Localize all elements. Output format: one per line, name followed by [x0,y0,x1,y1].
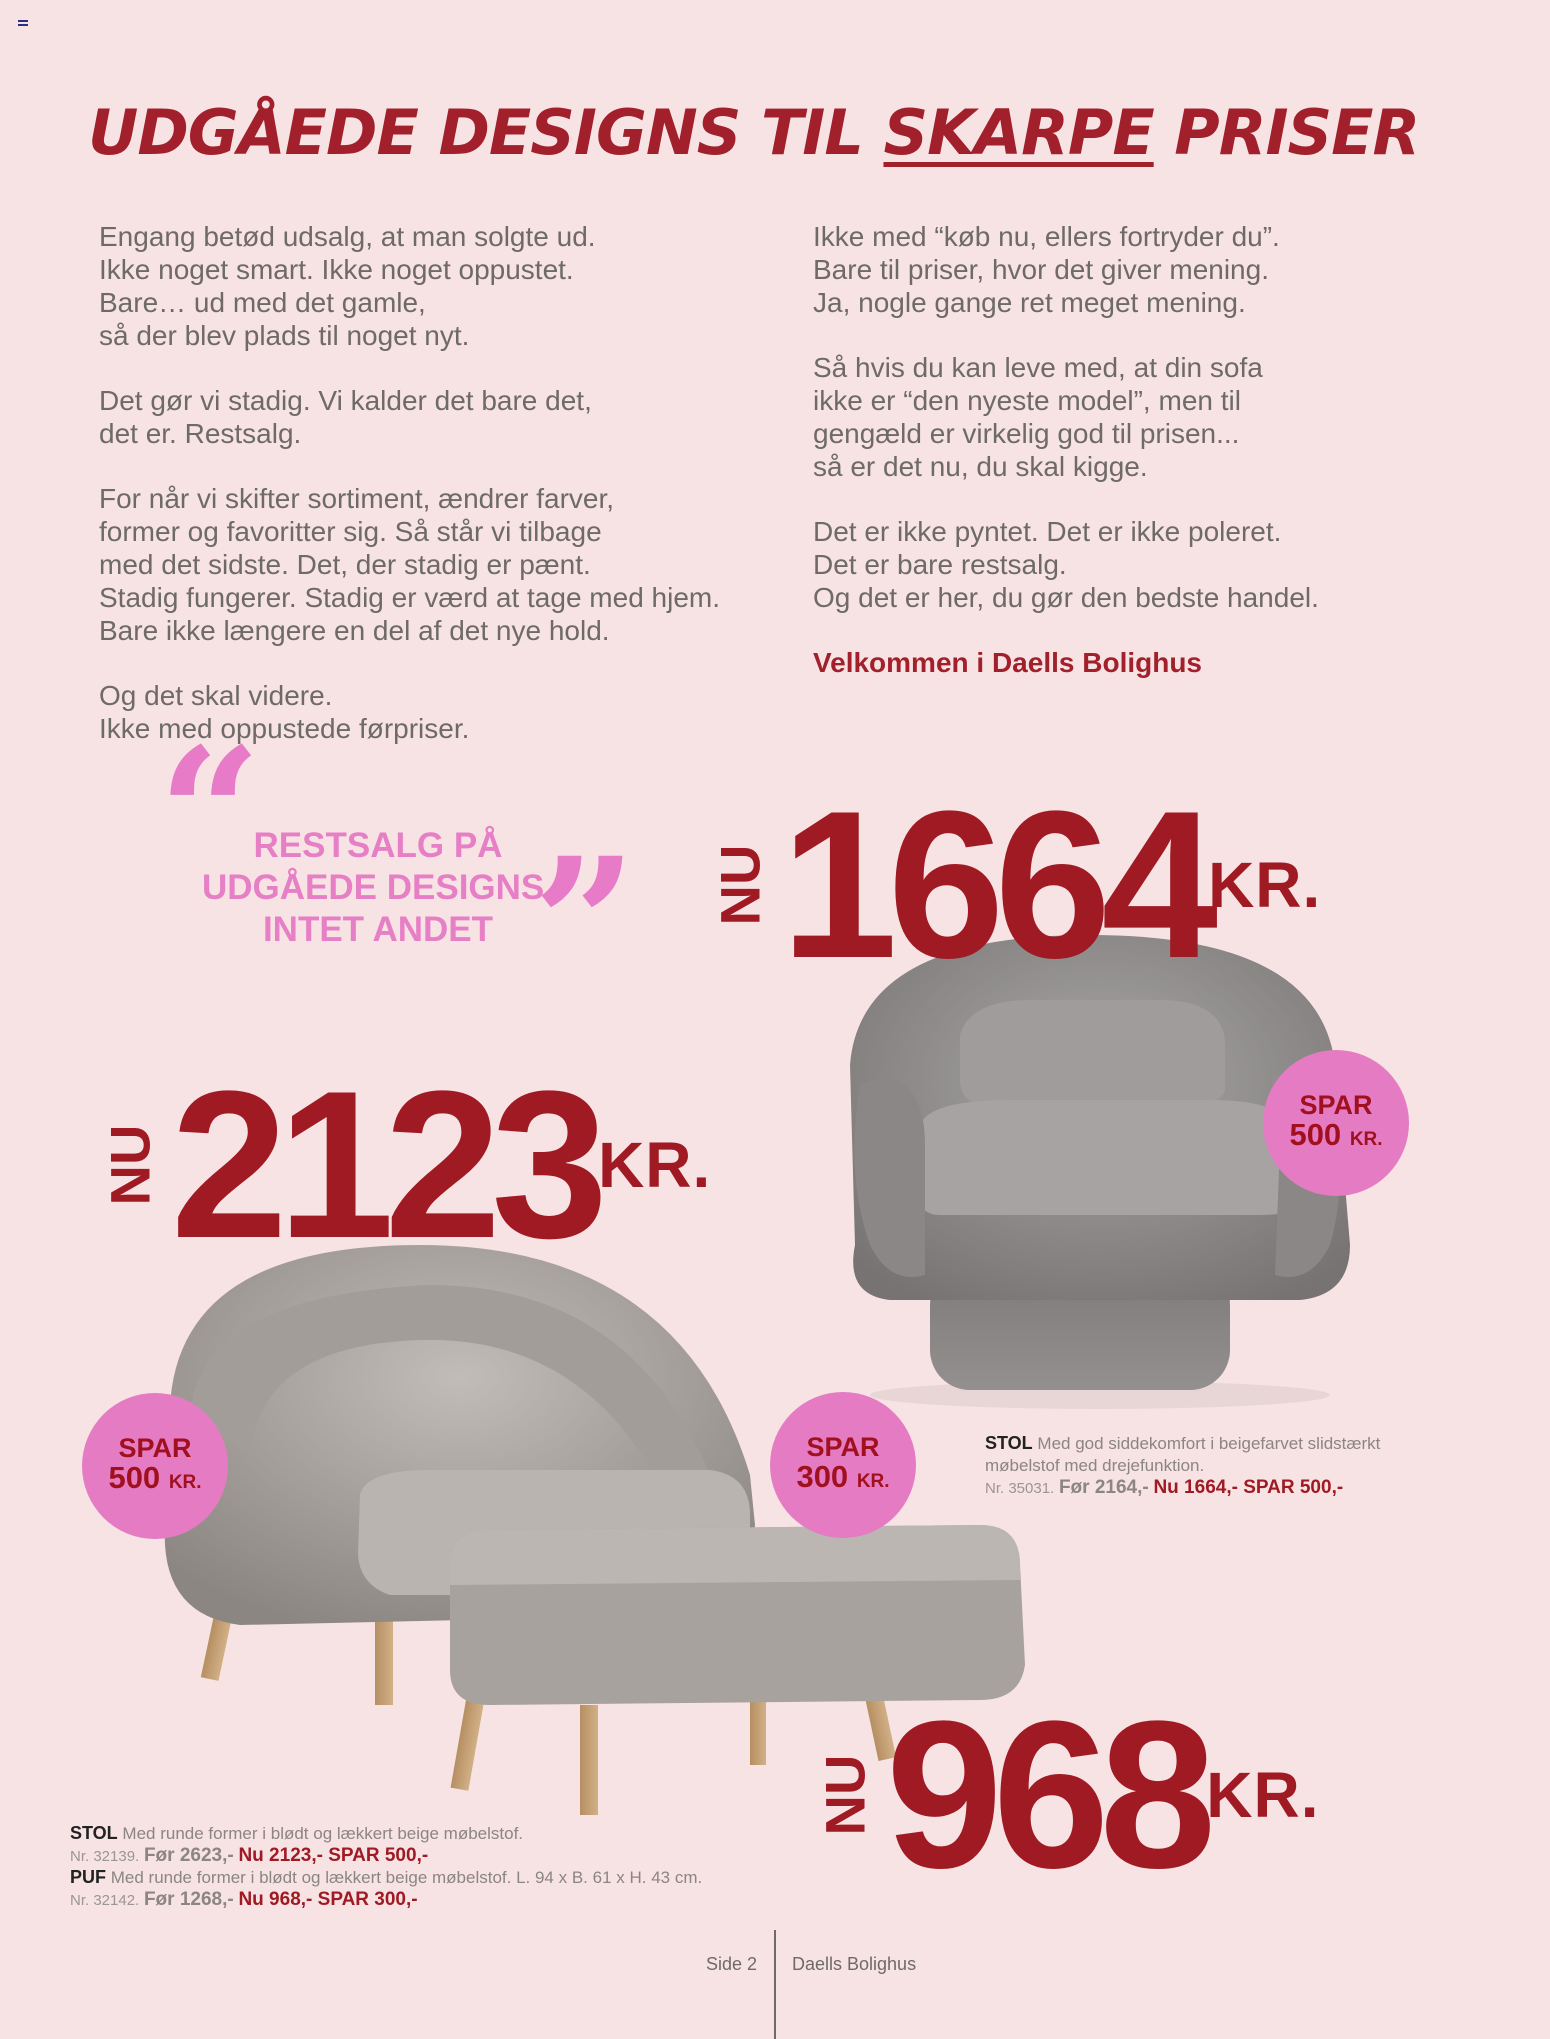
product-desc: Med runde former i blødt og lækkert beige møbelstof. L. 94 x B. 61 x H. 43 cm. [110,1868,703,1887]
price-tag-swivel-chair [700,767,1322,1002]
badge-amount: 500 KR. [108,1459,202,1495]
price-prefix: NU [98,1124,162,1206]
price-amount: 1664 [780,767,1209,1002]
new-price: Nu 968,- SPAR 300,- [238,1889,418,1910]
price-prefix: NU [708,844,772,926]
page-headline: UDGÅEDE DESIGNS TIL SKARPE PRISER [88,96,1420,169]
price-amount: 968 [885,1677,1207,1912]
product-name: STOL [985,1433,1033,1453]
quote-open-icon: “ [158,709,262,920]
intro-paragraph: Det er ikke pyntet. Det er ikke poleret. Det er bare restsalg. Og det er her, du gør den bedste handel. [813,516,1319,613]
product-number: Nr. 35031. [985,1480,1055,1497]
headline-emphasis: SKARPE [883,96,1154,169]
old-price: Før 2164,- [1058,1477,1149,1498]
badge-label: SPAR [118,1432,192,1463]
quote-close-icon: ” [533,819,637,1030]
pull-quote [158,709,638,1030]
price-amount: 2123 [170,1047,599,1282]
old-price: Før 1268,- [143,1889,234,1910]
badge-label: SPAR [1299,1089,1373,1120]
price-unit: KR. [1208,849,1322,921]
intro-text-right [813,220,1513,711]
price-prefix: NU [813,1754,877,1836]
price-tag-armchair [90,1047,712,1282]
savings-badge-pouf [770,1392,916,1538]
badge-amount: 500 KR. [1289,1116,1383,1152]
intro-paragraph: Det gør vi stadig. Vi kalder det bare det, det er. Restsalg. [99,385,592,449]
savings-badge-swivel-chair [1263,1050,1409,1196]
intro-paragraph: Og det skal videre. Ikke med oppustede førpriser. [99,680,470,744]
footer-brand: Daells Bolighus [792,1954,917,1974]
page-number: Side 2 [706,1954,758,1974]
new-price: Nu 2123,- SPAR 500,- [238,1845,429,1866]
price-unit: KR. [598,1129,712,1201]
product-number: Nr. 32139. [70,1848,140,1865]
welcome-signoff: Velkommen i Daells Bolighus [813,647,1203,678]
price-tag-pouf [805,1677,1320,1912]
price-unit: KR. [1206,1759,1320,1831]
badge-amount: 300 KR. [796,1458,890,1494]
savings-badge-armchair [82,1393,228,1539]
product-desc: Med runde former i blødt og lækkert beige møbelstof. [122,1824,524,1843]
intro-paragraph: Ikke med “køb nu, ellers fortryder du”. Bare til priser, hvor det giver mening. Ja, nogle gange ret meget mening. [813,221,1280,318]
product-name: PUF [70,1867,106,1887]
footer-divider [774,1930,776,2039]
intro-text-left [99,220,799,777]
pull-quote-text: RESTSALG PÅ UDGÅEDE DESIGNS. INTET ANDET [202,826,554,949]
product-desc: Med god siddekomfort i beigefarvet slidstærkt møbelstof med drejefunktion. [985,1434,1381,1475]
product-number: Nr. 32142. [70,1892,140,1909]
intro-paragraph: Så hvis du kan leve med, at din sofa ikke er “den nyeste model”, men til gengæld er virkelig god til prisen... så er det nu, du skal kigge. [813,352,1263,482]
badge-label: SPAR [806,1431,880,1462]
product-description-pouf [70,1866,830,1912]
old-price: Før 2623,- [143,1845,234,1866]
product-description-armchair [70,1822,770,1868]
new-price: Nu 1664,- SPAR 500,- [1153,1477,1344,1498]
intro-paragraph: Engang betød udsalg, at man solgte ud. Ikke noget smart. Ikke noget oppustet. Bare… ud med det gamle, så der blev plads til noget nyt. [99,221,596,351]
intro-paragraph: For når vi skifter sortiment, ændrer farver, former og favoritter sig. Så står vi tilbage med det sidste. Det, der stadig er pænt. Stadig fungerer. Stadig er værd at tage med hjem. Bare ikke længere en del af det nye hold. [99,483,721,646]
menu-icon[interactable] [18,20,28,28]
product-name: STOL [70,1823,118,1843]
